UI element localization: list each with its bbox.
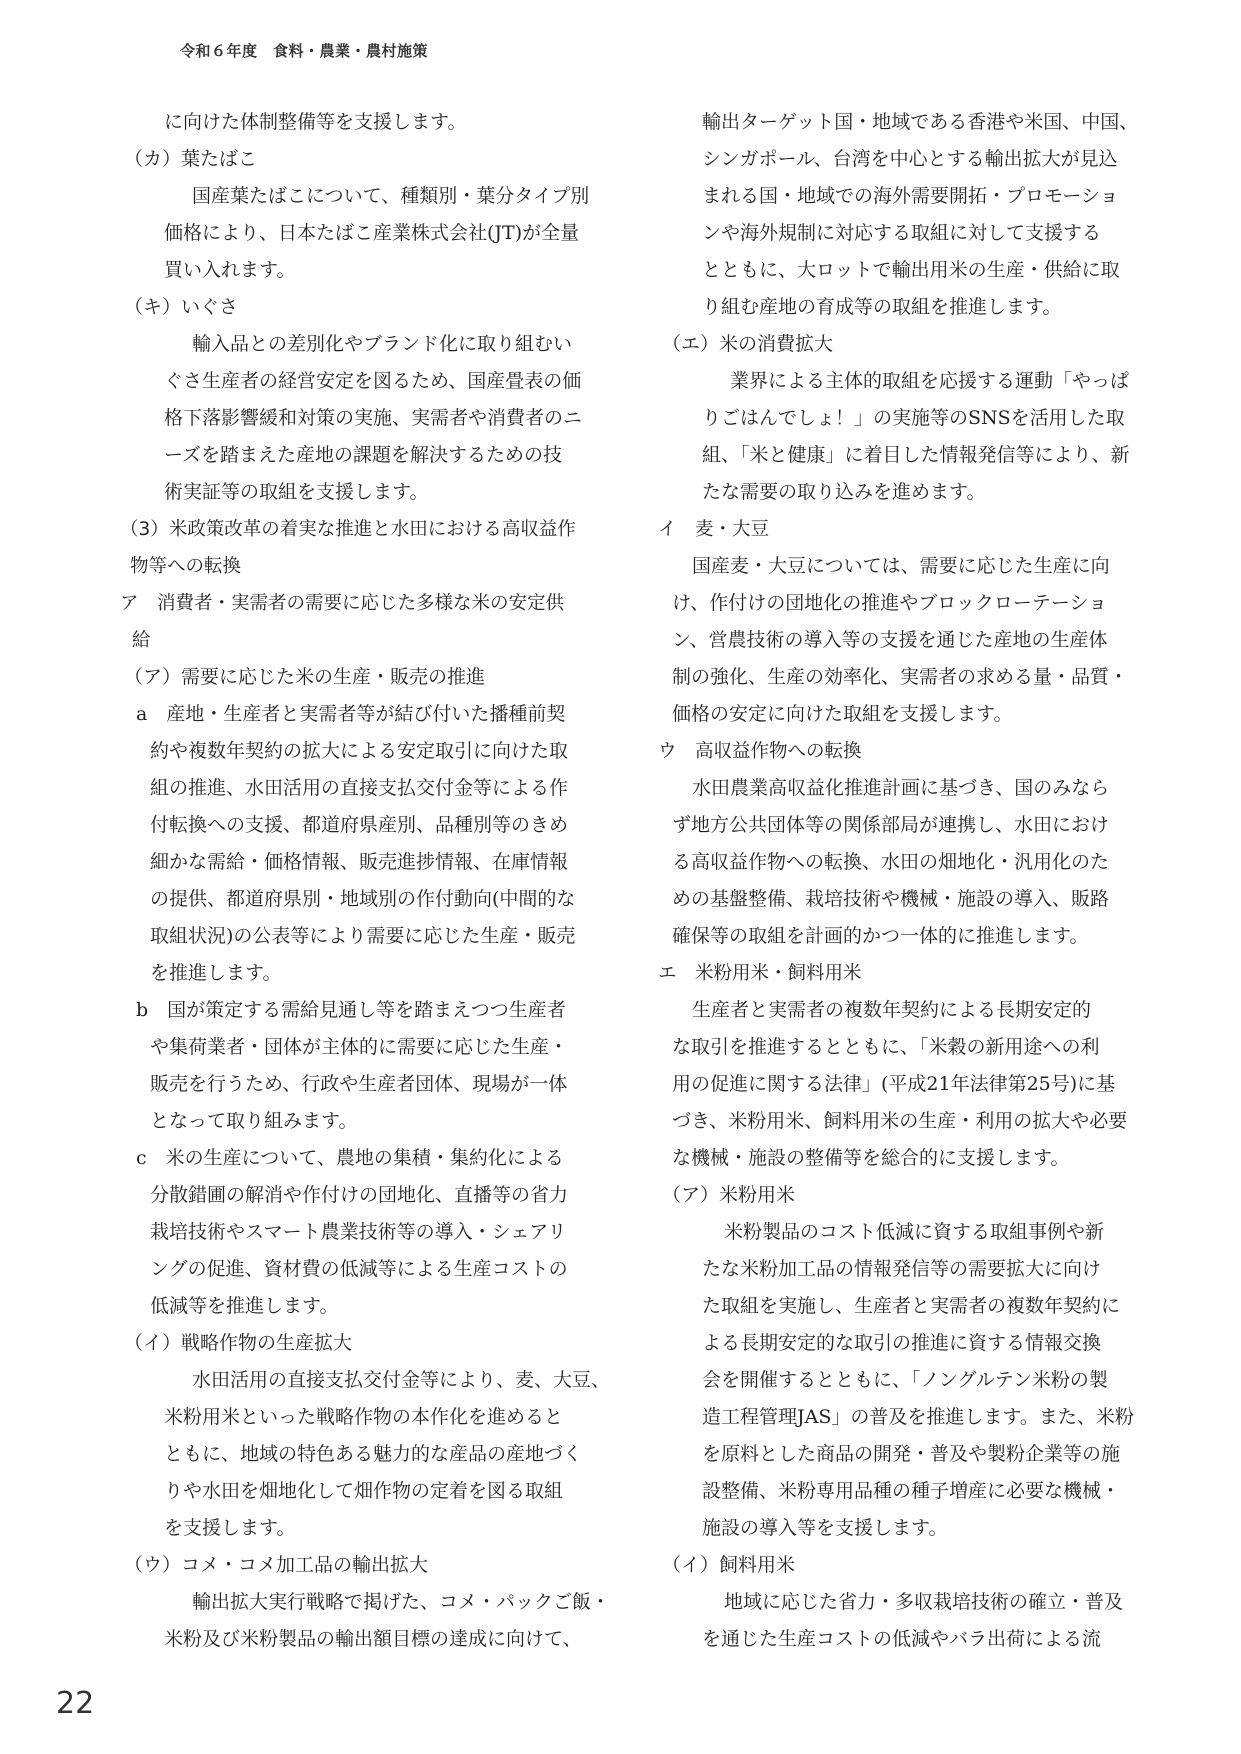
text-line: 約や複数年契約の拡大による安定取引に向けた取 xyxy=(150,740,569,762)
text-line: シンガポール、台湾を中心とする輸出拡大が見込 xyxy=(702,148,1118,170)
text-line: や集荷業者・団体が主体的に需要に応じた生産・ xyxy=(150,1036,569,1058)
text-line: ーズを踏まえた産地の課題を解決するための技 xyxy=(164,444,563,466)
text-line: づき、米粉用米、飼料用米の生産・利用の拡大や必要 xyxy=(672,1110,1128,1132)
text-line: 米粉製品のコスト低減に資する取組事例や新 xyxy=(724,1221,1105,1243)
text-line: ングの促進、資材費の低減等による生産コストの xyxy=(150,1258,568,1280)
text-line: 業界による主体的取組を応援する運動「やっぱ xyxy=(730,370,1130,392)
text-line: を推進します。 xyxy=(150,962,282,984)
text-line: を支援します。 xyxy=(164,1517,296,1539)
text-line: まれる国・地域での海外需要開拓・プロモーショ xyxy=(702,185,1119,207)
text-line: （ア）米粉用米 xyxy=(662,1184,796,1206)
text-line: 米粉及び米粉製品の輸出額目標の達成に向けて、 xyxy=(164,1628,582,1650)
text-line: たな米粉加工品の情報発信等の需要拡大に向け xyxy=(702,1258,1102,1280)
text-line: たな需要の取り込みを進めます。 xyxy=(702,481,986,503)
text-line: 買い入れます。 xyxy=(164,259,296,281)
text-line: に向けた体制整備等を支援します。 xyxy=(164,111,467,133)
text-line: 施設の導入等を支援します。 xyxy=(702,1517,948,1539)
text-line: 低減等を推進します。 xyxy=(150,1295,339,1317)
text-line: 輸出ターゲット国・地域である香港や米国、中国、 xyxy=(702,111,1139,133)
text-line: ア 消費者・実需者の需要に応じた多様な米の安定供 xyxy=(120,593,565,614)
text-line: 分散錯圃の解消や作付けの団地化、直播等の省力 xyxy=(150,1184,569,1206)
text-line: 国産葉たばこについて、種類別・葉分タイプ別 xyxy=(192,185,590,207)
text-line: 国産麦・大豆については、需要に応じた生産に向 xyxy=(692,555,1110,577)
running-header: 令和６年度 食料・農業・農村施策 xyxy=(180,42,429,60)
text-line: 組の推進、水田活用の直接支払交付金等による作 xyxy=(150,777,569,799)
text-line: （カ）葉たばこ xyxy=(124,148,258,170)
text-line: り組む産地の育成等の取組を推進します。 xyxy=(702,296,1062,318)
page-number: 22 xyxy=(56,1686,95,1721)
text-line: イ 麦・大豆 xyxy=(658,519,770,540)
text-line: 設整備、米粉専用品種の種子増産に必要な機械・ xyxy=(702,1480,1121,1502)
text-line: （3）米政策改革の着実な推進と水田における高収益作 xyxy=(120,519,576,540)
text-line: 細かな需給・価格情報、販売進捗情報、在庫情報 xyxy=(150,851,569,873)
text-line: る高収益作物への転換、水田の畑地化・汎用化のた xyxy=(672,851,1110,873)
text-line: 販売を行うため、行政や生産者団体、現場が一体 xyxy=(150,1073,568,1095)
text-line: c 米の生産について、農地の集積・集約化による xyxy=(136,1147,564,1169)
text-line: 生産者と実需者の複数年契約による長期安定的 xyxy=(692,999,1092,1021)
text-line: ウ 高収益作物への転換 xyxy=(658,741,862,762)
text-line: 米粉用米といった戦略作物の本作化を進めると xyxy=(164,1406,564,1428)
text-line: 用の促進に関する法律」(平成21年法律第25号)に基 xyxy=(672,1073,1116,1095)
text-line: ともに、地域の特色ある魅力的な産品の産地づく xyxy=(164,1443,583,1465)
text-line: a 産地・生産者と実需者等が結び付いた播種前契 xyxy=(136,703,566,725)
text-line: の提供、都道府県別・地域別の作付動向(中間的な xyxy=(150,888,576,910)
text-line: 価格の安定に向けた取組を支援します。 xyxy=(672,703,1013,725)
text-line: な機械・施設の整備等を総合的に支援します。 xyxy=(672,1147,1070,1169)
text-line: な取引を推進するとともに、「米穀の新用途への利 xyxy=(672,1036,1100,1058)
text-line: 確保等の取組を計画的かつ一体的に推進します。 xyxy=(672,925,1089,947)
text-line: 地域に応じた省力・多収栽培技術の確立・普及 xyxy=(724,1591,1124,1613)
text-line: 術実証等の取組を支援します。 xyxy=(164,481,429,503)
text-line: 造工程管理JAS」の普及を推進します。また、米粉 xyxy=(702,1406,1134,1428)
text-line: 取組状況)の公表等により需要に応じた生産・販売 xyxy=(150,925,576,947)
text-line: めの基盤整備、栽培技術や機械・施設の導入、販路 xyxy=(672,888,1110,910)
text-line: 会を開催するとともに、「ノングルテン米粉の製 xyxy=(702,1369,1108,1391)
text-line: りや水田を畑地化して畑作物の定着を図る取組 xyxy=(164,1480,564,1502)
text-line: （イ）戦略作物の生産拡大 xyxy=(124,1332,353,1354)
text-line: 付転換への支援、都道府県産別、品種別等のきめ xyxy=(150,814,569,836)
text-line: 給 xyxy=(132,630,151,651)
text-line: りごはんでしょ！」の実施等のSNSを活用した取 xyxy=(702,407,1125,429)
text-line: 格下落影響緩和対策の実施、実需者や消費者のニ xyxy=(164,407,583,429)
text-line: け、作付けの団地化の推進やブロックローテーショ xyxy=(672,592,1108,614)
text-line: よる長期安定的な取引の推進に資する情報交換 xyxy=(702,1332,1102,1354)
right-text-column xyxy=(658,104,1139,1658)
text-line: を原料とした商品の開発・普及や製粉企業等の施 xyxy=(702,1443,1121,1465)
text-line: 栽培技術やスマート農業技術等の導入・シェアリ xyxy=(150,1221,567,1243)
left-text-column xyxy=(120,104,611,1658)
text-line: 組、「米と健康」に着目した情報発信等により、新 xyxy=(702,444,1130,466)
text-line: エ 米粉用米・飼料用米 xyxy=(658,963,862,984)
text-line: となって取り組みます。 xyxy=(150,1110,358,1132)
text-line: （エ）米の消費拡大 xyxy=(662,333,834,355)
text-line: ン、営農技術の導入等の支援を通じた産地の生産体 xyxy=(672,629,1108,651)
text-line: ぐさ生産者の経営安定を図るため、国産畳表の価 xyxy=(164,370,582,392)
text-line: た取組を実施し、生産者と実需者の複数年契約に xyxy=(702,1295,1121,1317)
text-line: とともに、大ロットで輸出用米の生産・供給に取 xyxy=(702,259,1120,281)
text-line: 価格により、日本たばこ産業株式会社(JT)が全量 xyxy=(164,222,580,244)
text-line: 物等への転換 xyxy=(130,556,242,577)
text-line: を通じた生産コストの低減やバラ出荷による流 xyxy=(702,1628,1102,1650)
text-line: （イ）飼料用米 xyxy=(662,1554,796,1576)
text-line: （キ）いぐさ xyxy=(124,296,239,318)
text-line: （ウ）コメ・コメ加工品の輸出拡大 xyxy=(124,1554,429,1576)
text-line: 水田活用の直接支払交付金等により、麦、大豆、 xyxy=(192,1369,611,1391)
text-line: 輸出拡大実行戦略で掲げた、コメ・パックご飯・ xyxy=(192,1591,611,1613)
text-line: ず地方公共団体等の関係部局が連携し、水田におけ xyxy=(672,814,1110,836)
text-line: 輸入品との差別化やブランド化に取り組むい xyxy=(192,333,573,355)
text-line: b 国が策定する需給見通し等を踏まえつつ生産者 xyxy=(136,999,566,1021)
text-line: 水田農業高収益化推進計画に基づき、国のみなら xyxy=(692,777,1110,799)
text-line: （ア）需要に応じた米の生産・販売の推進 xyxy=(124,666,486,688)
text-line: ンや海外規制に対応する取組に対して支援する xyxy=(702,222,1102,244)
text-line: 制の強化、生産の効率化、実需者の求める量・品質・ xyxy=(672,666,1129,688)
